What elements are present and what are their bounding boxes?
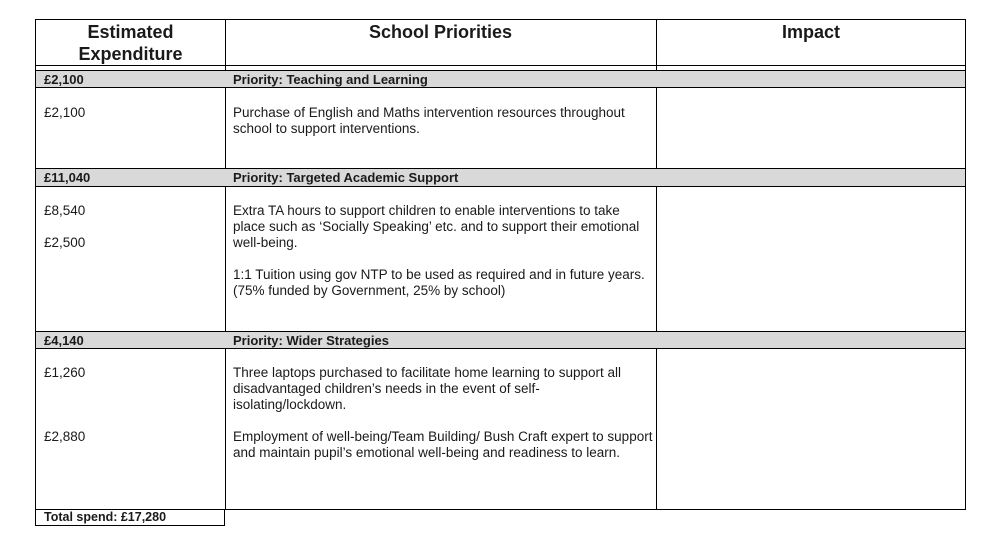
column-divider [656, 20, 657, 509]
column-divider [225, 20, 226, 509]
section-total-teaching: £2,100 [44, 72, 84, 87]
expenditure-table [35, 19, 966, 510]
section-priority-wider: Priority: Wider Strategies [233, 333, 389, 348]
amount-item: £2,880 [44, 429, 86, 444]
amount-item: £2,500 [44, 235, 86, 250]
section-priority-teaching: Priority: Teaching and Learning [233, 72, 428, 87]
header-rule [36, 65, 965, 66]
section-total-targeted: £11,040 [44, 170, 91, 185]
section-band-teaching [36, 70, 965, 88]
priority-item: Three laptops purchased to facilitate home learning to support all disadvantaged children’s needs in the event of self-isolating/lockdown. [233, 365, 621, 412]
header-impact: Impact [781, 22, 841, 42]
amount-item: £2,100 [44, 105, 86, 120]
priority-item: 1:1 Tuition using gov NTP to be used as required and in future years. (75% funded by Government, 25% by school) [233, 267, 645, 298]
section-priority-targeted: Priority: Targeted Academic Support [233, 170, 459, 185]
priority-item: Extra TA hours to support children to enable interventions to take place such as ‘Socially Speaking’ etc. and to support their emotional well-being. [233, 203, 640, 250]
priority-item: Employment of well-being/Team Building/ Bush Craft expert to support and maintain pupil’s emotional well-being and readiness to learn. [233, 429, 653, 460]
header-expenditure: Estimated Expenditure [78, 22, 183, 64]
header-priorities: School Priorities [368, 22, 513, 42]
amount-item: £1,260 [44, 365, 86, 380]
priority-item: Purchase of English and Maths intervention resources throughout school to support interventions. [233, 105, 625, 136]
total-spend: Total spend: £17,280 [35, 509, 225, 526]
section-band-targeted [36, 168, 965, 187]
section-total-wider: £4,140 [44, 333, 84, 348]
amount-item: £8,540 [44, 203, 86, 218]
section-band-wider [36, 331, 965, 349]
